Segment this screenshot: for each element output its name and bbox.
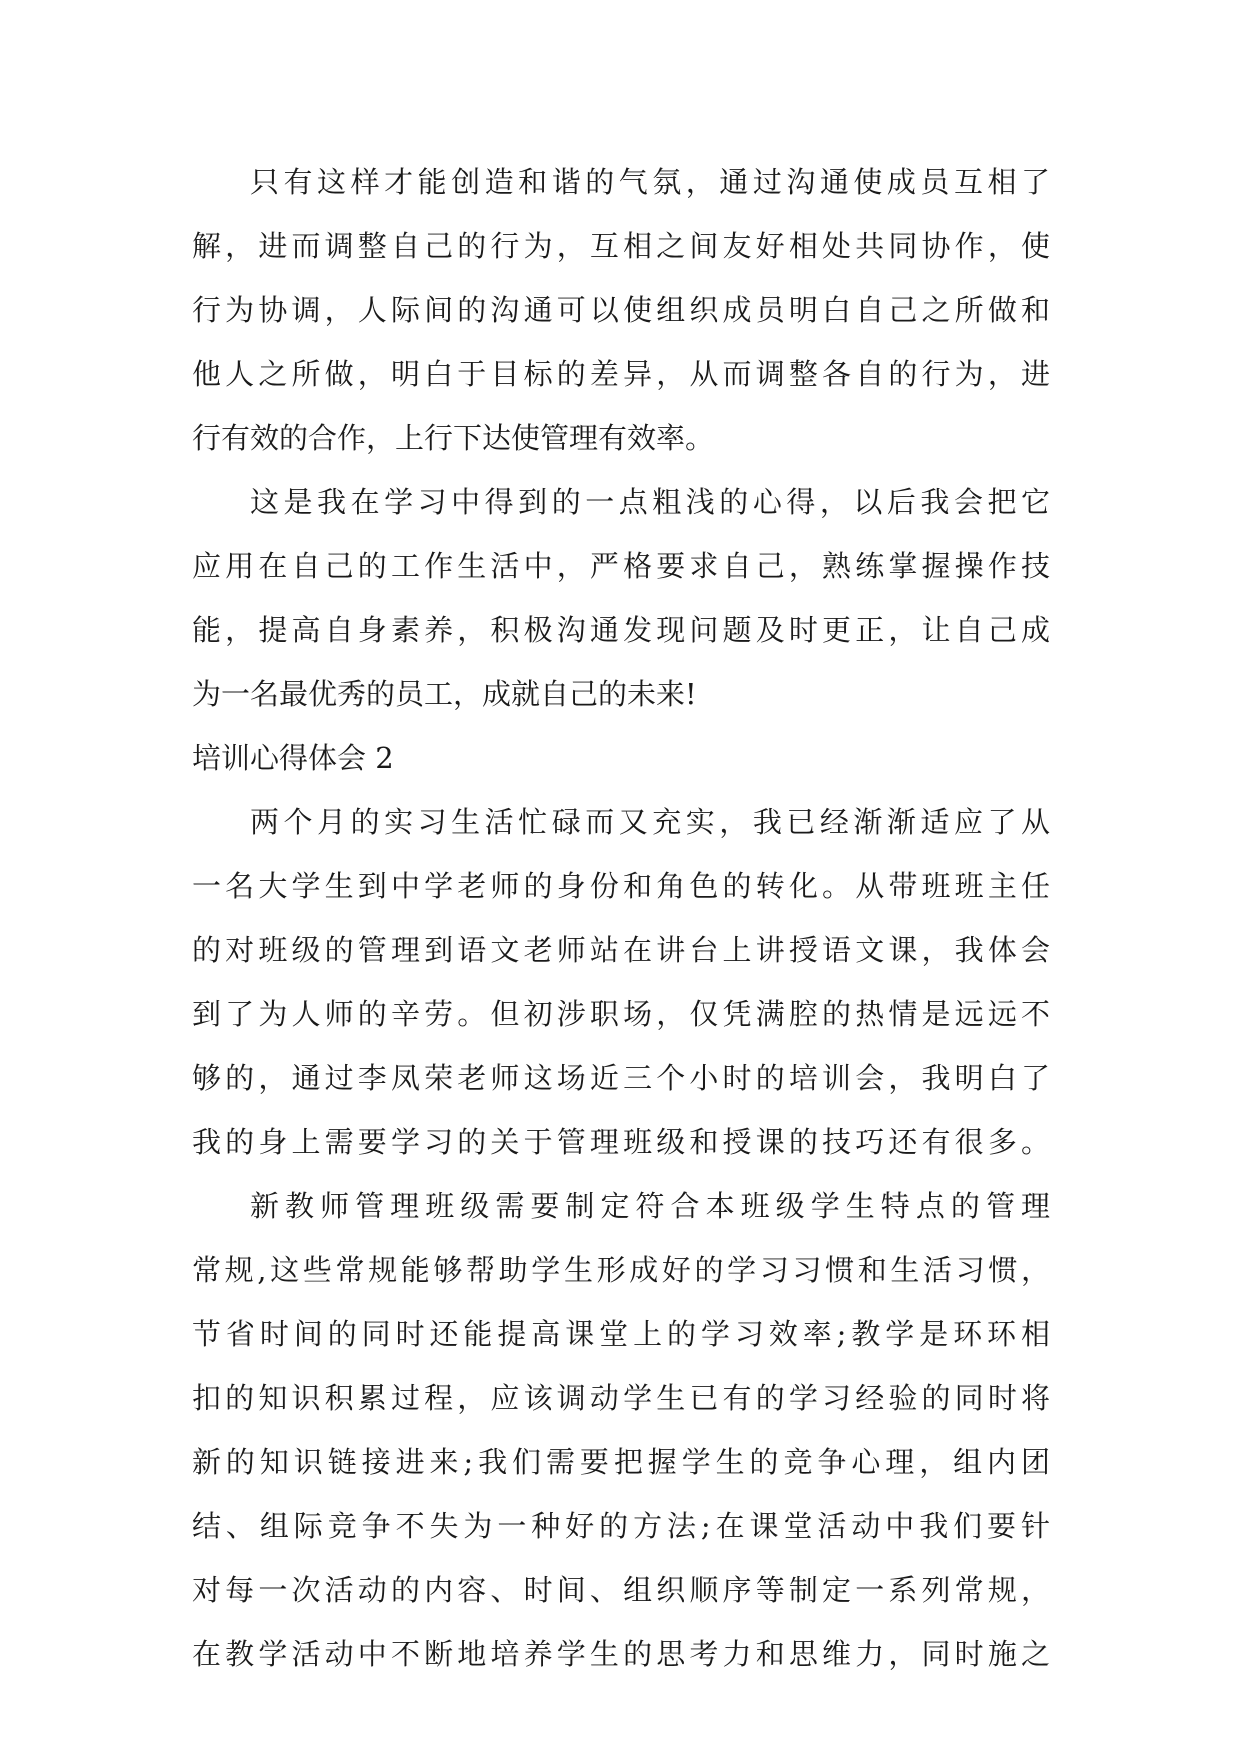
text-line: 为一名最优秀的员工，成就自己的未来! [192,677,697,711]
text-line: 一名大学生到中学老师的身份和角色的转化。从带班班主任 [192,869,1050,903]
text-line: 两个月的实习生活忙碌而又充实，我已经渐渐适应了从 [250,805,1050,839]
text-line: 行为协调，人际间的沟通可以使组织成员明白自己之所做和 [192,293,1050,327]
text-line: 的对班级的管理到语文老师站在讲台上讲授语文课，我体会 [192,933,1050,967]
text-line: 结、组际竞争不失为一种好的方法;在课堂活动中我们要针 [192,1509,1050,1543]
section-heading: 培训心得体会 2 [192,741,394,775]
text-line: 行有效的合作，上行下达使管理有效率。 [192,421,715,455]
text-line: 在教学活动中不断地培养学生的思考力和思维力，同时施之 [192,1637,1050,1671]
text-line: 他人之所做，明白于目标的差异，从而调整各自的行为，进 [192,357,1050,391]
text-line: 节省时间的同时还能提高课堂上的学习效率;教学是环环相 [192,1317,1050,1351]
text-line: 只有这样才能创造和谐的气氛，通过沟通使成员互相了 [250,165,1050,199]
text-line: 新教师管理班级需要制定符合本班级学生特点的管理 [250,1189,1050,1223]
text-line: 对每一次活动的内容、时间、组织顺序等制定一系列常规， [192,1573,1050,1607]
text-line: 常规,这些常规能够帮助学生形成好的学习习惯和生活习惯， [192,1253,1050,1287]
text-line: 够的，通过李凤荣老师这场近三个小时的培训会，我明白了 [192,1061,1050,1095]
text-line: 解，进而调整自己的行为，互相之间友好相处共同协作，使 [192,229,1050,263]
text-line: 这是我在学习中得到的一点粗浅的心得，以后我会把它 [250,485,1050,519]
text-line: 我的身上需要学习的关于管理班级和授课的技巧还有很多。 [192,1125,1050,1159]
text-line: 到了为人师的辛劳。但初涉职场，仅凭满腔的热情是远远不 [192,997,1050,1031]
text-line: 扣的知识积累过程，应该调动学生已有的学习经验的同时将 [192,1381,1050,1415]
text-line: 能，提高自身素养，积极沟通发现问题及时更正，让自己成 [192,613,1050,647]
text-line: 新的知识链接进来;我们需要把握学生的竞争心理，组内团 [192,1445,1050,1479]
text-line: 应用在自己的工作生活中，严格要求自己，熟练掌握操作技 [192,549,1050,583]
document-body [192,150,1050,1686]
